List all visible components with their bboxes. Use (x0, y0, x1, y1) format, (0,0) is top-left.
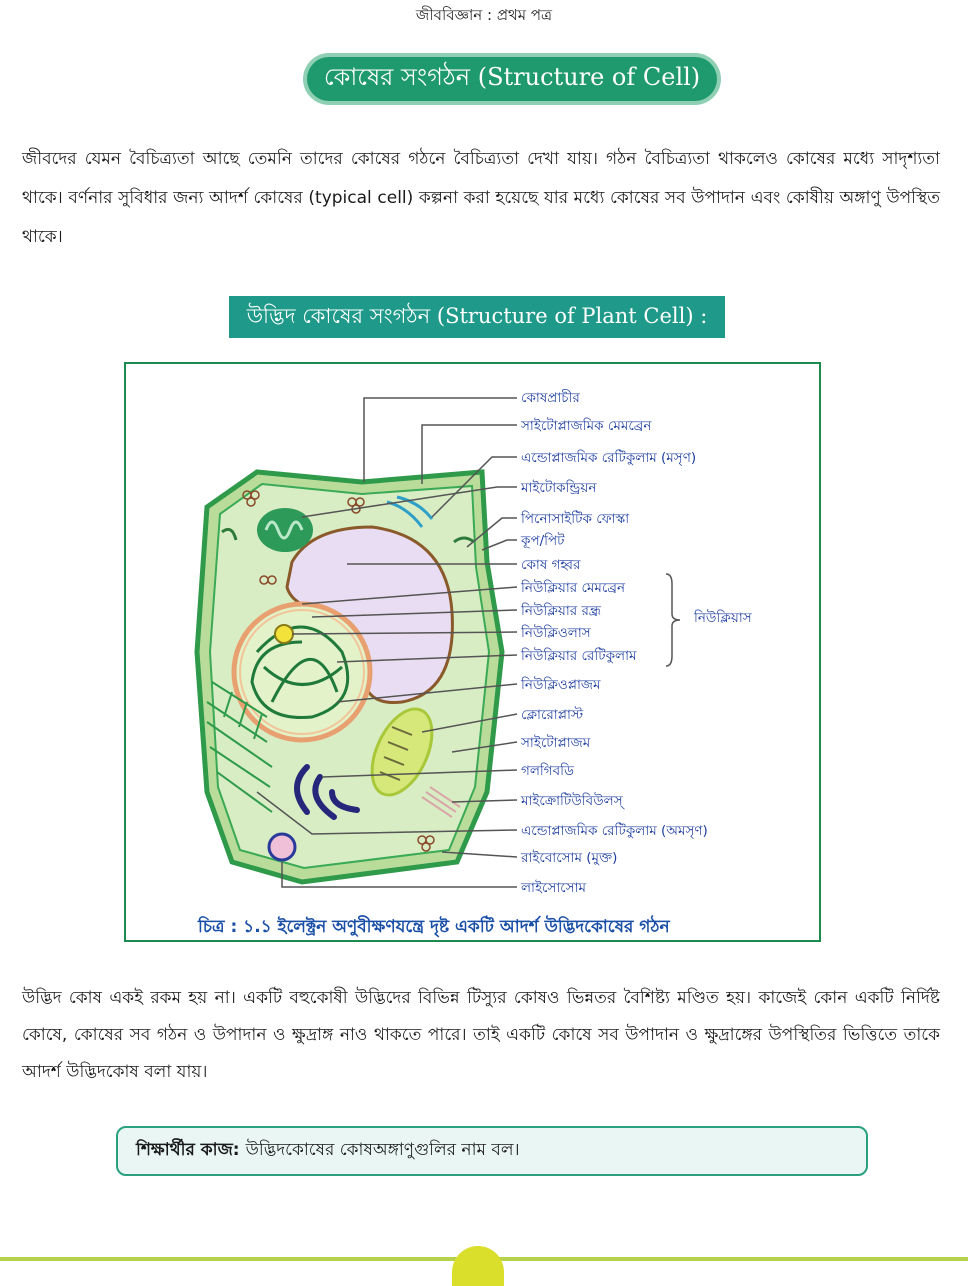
task-text: উদ্ভিদকোষের কোষঅঙ্গাণুগুলির নাম বল। (245, 1140, 520, 1160)
student-task-box (116, 1126, 868, 1176)
label-mitochondrion: মাইটোকন্ড্রিয়ন (521, 480, 597, 496)
label-nucleoplasm: নিউক্লিওপ্লাজম (521, 677, 601, 693)
figure-caption: চিত্র : ১.১ ইলেক্ট্রন অণুবীক্ষণযন্ত্রে দৃষ্ট একটি আদর্শ উদ্ভিদকোষের গঠন (198, 917, 670, 937)
nucleolus (275, 625, 293, 643)
body-paragraph: উদ্ভিদ কোষ একই রকম হয় না। একটি বহুকোষী উদ্ভিদের বিভিন্ন টিস্যুর কোষও ভিন্নতর বৈশিষ্ট্য মণ্ডিত হয়। কাজেই কোন একটি নির্দিষ্ট কোষে, কোষের সব গঠন ও উপাদান ও ক্ষুদ্রাঙ্গ নাও থাকতে পারে। তাই একটি কোষে সব উপাদান ও ক্ষুদ্রাঙ্গের উপস্থিতির ভিত্তিতে তাকে আদর্শ উদ্ভিদকোষ বলা যায়। (22, 988, 940, 1082)
label-plasma-membrane: সাইটোপ্লাজমিক মেমব্রেন (521, 418, 652, 434)
page-number-disc (452, 1246, 504, 1286)
figure-labels (520, 389, 753, 896)
chapter-title: কোষের সংগঠন (Structure of Cell) (307, 57, 717, 101)
label-nuclear-reticulum: নিউক্লিয়ার রেটিকুলাম (521, 648, 637, 664)
label-ribosome: রাইবোসোম (মুক্ত) (521, 850, 618, 866)
label-lysosome: লাইসোসোম (521, 880, 587, 896)
task-label: শিক্ষার্থীর কাজ: (136, 1140, 240, 1160)
label-smooth-er: এন্ডোপ্লাজমিক রেটিকুলাম (মসৃণ) (521, 450, 697, 466)
label-nucleus-group: নিউক্লিয়াস (694, 610, 752, 626)
plant-cell-diagram (126, 364, 819, 940)
label-pinocytic-vesicle: পিনোসাইটিক ফোস্কা (521, 511, 630, 527)
label-chloroplast: ক্লোরোপ্লাস্ট (521, 707, 584, 723)
intro-paragraph: জীবদের যেমন বৈচিত্র্যতা আছে তেমনি তাদের কোষের গঠনে বৈচিত্র্যতা দেখা যায়। গঠন বৈচিত্র্যতা থাকলেও কোষের মধ্যে সাদৃশ্যতা থাকে। বর্ণনার সুবিধার জন্য আদর্শ কোষের (typical cell) কল্পনা করা হয়েছে যার মধ্যে কোষের সব উপাদান এবং কোষীয় অঙ্গাণু উপস্থিত থাকে। (22, 149, 940, 247)
label-rough-er: এন্ডোপ্লাজমিক রেটিকুলাম (অমসৃণ) (521, 823, 708, 839)
running-header: জীববিজ্ঞান : প্রথম পত্র (415, 6, 553, 24)
lysosome (269, 834, 295, 860)
label-nucleolus: নিউক্লিওলাস (521, 625, 591, 641)
label-microtubules: মাইক্রোটিউবিউলস্ (521, 793, 623, 809)
label-nuclear-membrane: নিউক্লিয়ার মেমব্রেন (521, 580, 626, 596)
label-golgi-body: গলগিবডি (521, 763, 574, 779)
label-vacuole: কোষ গহ্বর (521, 557, 581, 573)
label-cell-wall: কোষপ্রাচীর (521, 390, 580, 406)
label-cytoplasm: সাইটোপ্লাজম (521, 735, 591, 751)
label-nuclear-pore: নিউক্লিয়ার রন্ধ্র (521, 603, 601, 619)
plant-cell-figure (124, 362, 821, 942)
label-pit: কূপ/পিট (521, 533, 565, 549)
mitochondrion (257, 508, 313, 552)
section-title: উদ্ভিদ কোষের সংগঠন (Structure of Plant Cell) : (229, 296, 725, 338)
